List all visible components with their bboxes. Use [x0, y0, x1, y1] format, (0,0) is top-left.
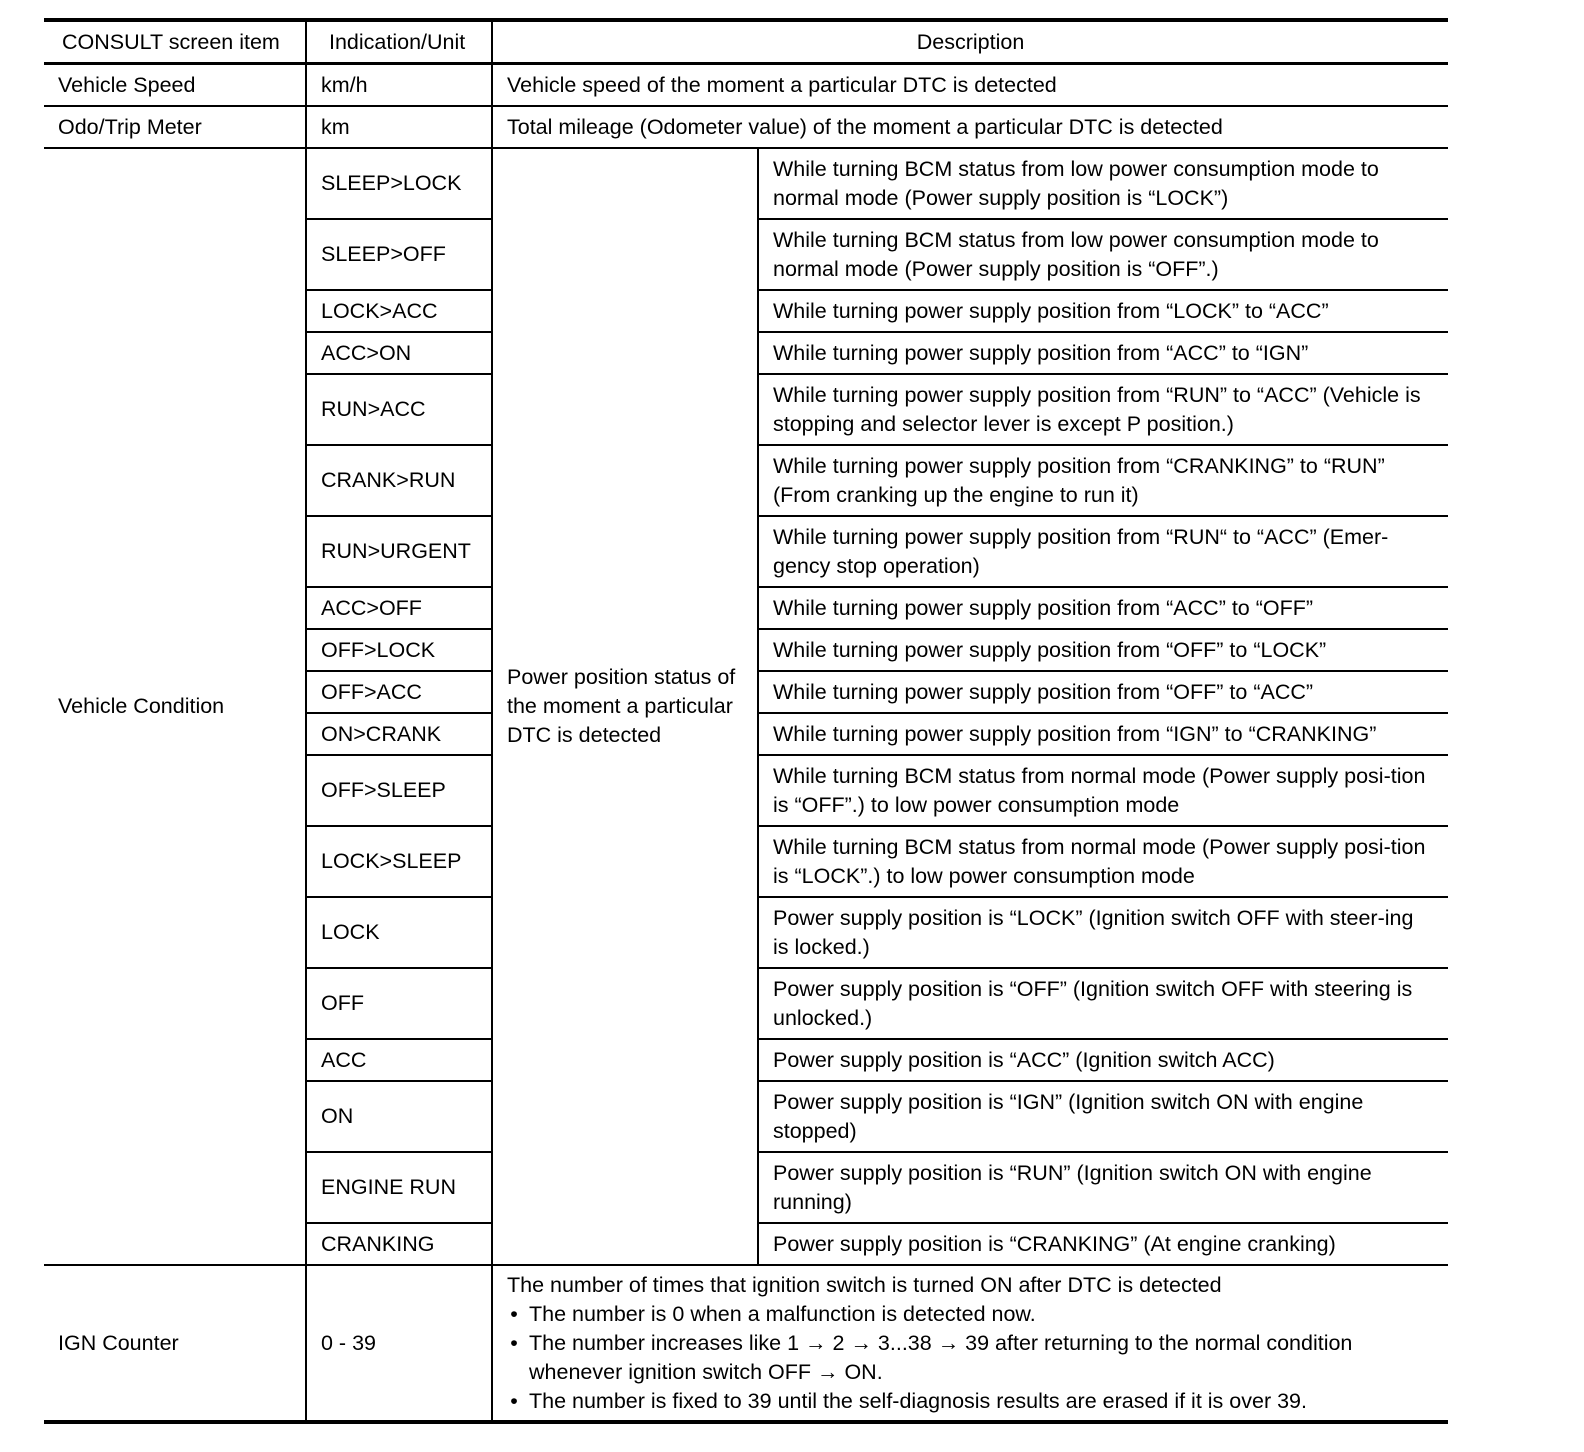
bullet-icon: • [510, 1330, 518, 1355]
list-item [507, 1300, 1434, 1329]
bullet-icon: • [510, 1301, 518, 1326]
description-cell: While turning power supply position from “LOCK” to “ACC” [758, 290, 1448, 332]
indication-cell: ACC>ON [306, 332, 492, 374]
consult-data-table [44, 18, 1448, 1424]
description-cell: Vehicle speed of the moment a particular DTC is detected [492, 64, 1448, 107]
description-cell: While turning BCM status from normal mode (Power supply posi-tion is “OFF”.) to low power consumption mode [758, 755, 1448, 826]
ign-intro: The number of times that ignition switch is turned ON after DTC is detected [507, 1272, 1222, 1297]
bullet-text: The number is 0 when a malfunction is detected now. [529, 1301, 1036, 1326]
indication-cell: SLEEP>OFF [306, 219, 492, 290]
description-cell: While turning power supply position from “CRANKING” to “RUN” (From cranking up the engine to run it) [758, 445, 1448, 516]
description-cell: While turning power supply position from “OFF” to “LOCK” [758, 629, 1448, 671]
ign-bullet-list [507, 1300, 1434, 1416]
indication-cell: RUN>URGENT [306, 516, 492, 587]
header-screen-item: CONSULT screen item [44, 20, 306, 64]
description-cell: Power supply position is “ACC” (Ignition switch ACC) [758, 1039, 1448, 1081]
indication-cell: LOCK [306, 897, 492, 968]
indication-cell: ON [306, 1081, 492, 1152]
indication-cell: OFF>SLEEP [306, 755, 492, 826]
indication-cell: RUN>ACC [306, 374, 492, 445]
common-description-cell: Power position status of the moment a particular DTC is detected [492, 148, 758, 1265]
bullet-icon: • [510, 1388, 518, 1413]
description-cell: While turning BCM status from normal mode (Power supply posi-tion is “LOCK”.) to low power consumption mode [758, 826, 1448, 897]
list-item [507, 1329, 1434, 1387]
bullet-text: The number is fixed to 39 until the self-diagnosis results are erased if it is over 39. [529, 1388, 1307, 1413]
item-cell: Odo/Trip Meter [44, 106, 306, 148]
bullet-text: The number increases like 1 → 2 → 3...38 → 39 after returning to the normal condition whenever ignition switch OFF → ON. [529, 1330, 1353, 1384]
description-cell: Power supply position is “CRANKING” (At engine cranking) [758, 1223, 1448, 1265]
description-cell: While turning power supply position from “ACC” to “OFF” [758, 587, 1448, 629]
indication-cell: ACC [306, 1039, 492, 1081]
indication-cell: ENGINE RUN [306, 1152, 492, 1223]
ign-description-cell [492, 1265, 1448, 1422]
description-cell: Total mileage (Odometer value) of the moment a particular DTC is detected [492, 106, 1448, 148]
indication-cell: CRANKING [306, 1223, 492, 1265]
indication-cell: km [306, 106, 492, 148]
indication-cell: LOCK>ACC [306, 290, 492, 332]
indication-cell: CRANK>RUN [306, 445, 492, 516]
description-cell: Power supply position is “LOCK” (Ignition switch OFF with steer-ing is locked.) [758, 897, 1448, 968]
table-row-ign-counter [44, 1265, 1448, 1422]
indication-cell: km/h [306, 64, 492, 107]
indication-cell: OFF>ACC [306, 671, 492, 713]
description-cell: While turning power supply position from “IGN” to “CRANKING” [758, 713, 1448, 755]
indication-cell: OFF [306, 968, 492, 1039]
description-cell: While turning power supply position from “RUN” to “ACC” (Vehicle is stopping and selector lever is except P position.) [758, 374, 1448, 445]
item-cell-vehicle-condition: Vehicle Condition [44, 148, 306, 1265]
description-cell: Power supply position is “IGN” (Ignition switch ON with engine stopped) [758, 1081, 1448, 1152]
indication-cell: 0 - 39 [306, 1265, 492, 1422]
table-row [44, 106, 1448, 148]
header-description: Description [492, 20, 1448, 64]
indication-cell: ACC>OFF [306, 587, 492, 629]
description-cell: While turning power supply position from “OFF” to “ACC” [758, 671, 1448, 713]
item-cell: Vehicle Speed [44, 64, 306, 107]
description-cell: While turning BCM status from low power consumption mode to normal mode (Power supply position is “LOCK”) [758, 148, 1448, 219]
indication-cell: OFF>LOCK [306, 629, 492, 671]
description-cell: Power supply position is “OFF” (Ignition switch OFF with steering is unlocked.) [758, 968, 1448, 1039]
indication-cell: ON>CRANK [306, 713, 492, 755]
description-cell: While turning BCM status from low power consumption mode to normal mode (Power supply position is “OFF”.) [758, 219, 1448, 290]
header-row [44, 20, 1448, 64]
description-cell: While turning power supply position from “RUN“ to “ACC” (Emer-gency stop operation) [758, 516, 1448, 587]
description-cell: Power supply position is “RUN” (Ignition switch ON with engine running) [758, 1152, 1448, 1223]
table-row [44, 64, 1448, 107]
indication-cell: SLEEP>LOCK [306, 148, 492, 219]
description-cell: While turning power supply position from “ACC” to “IGN” [758, 332, 1448, 374]
table-row [44, 148, 1448, 219]
list-item [507, 1387, 1434, 1416]
header-indication-unit: Indication/Unit [306, 20, 492, 64]
item-cell: IGN Counter [44, 1265, 306, 1422]
indication-cell: LOCK>SLEEP [306, 826, 492, 897]
